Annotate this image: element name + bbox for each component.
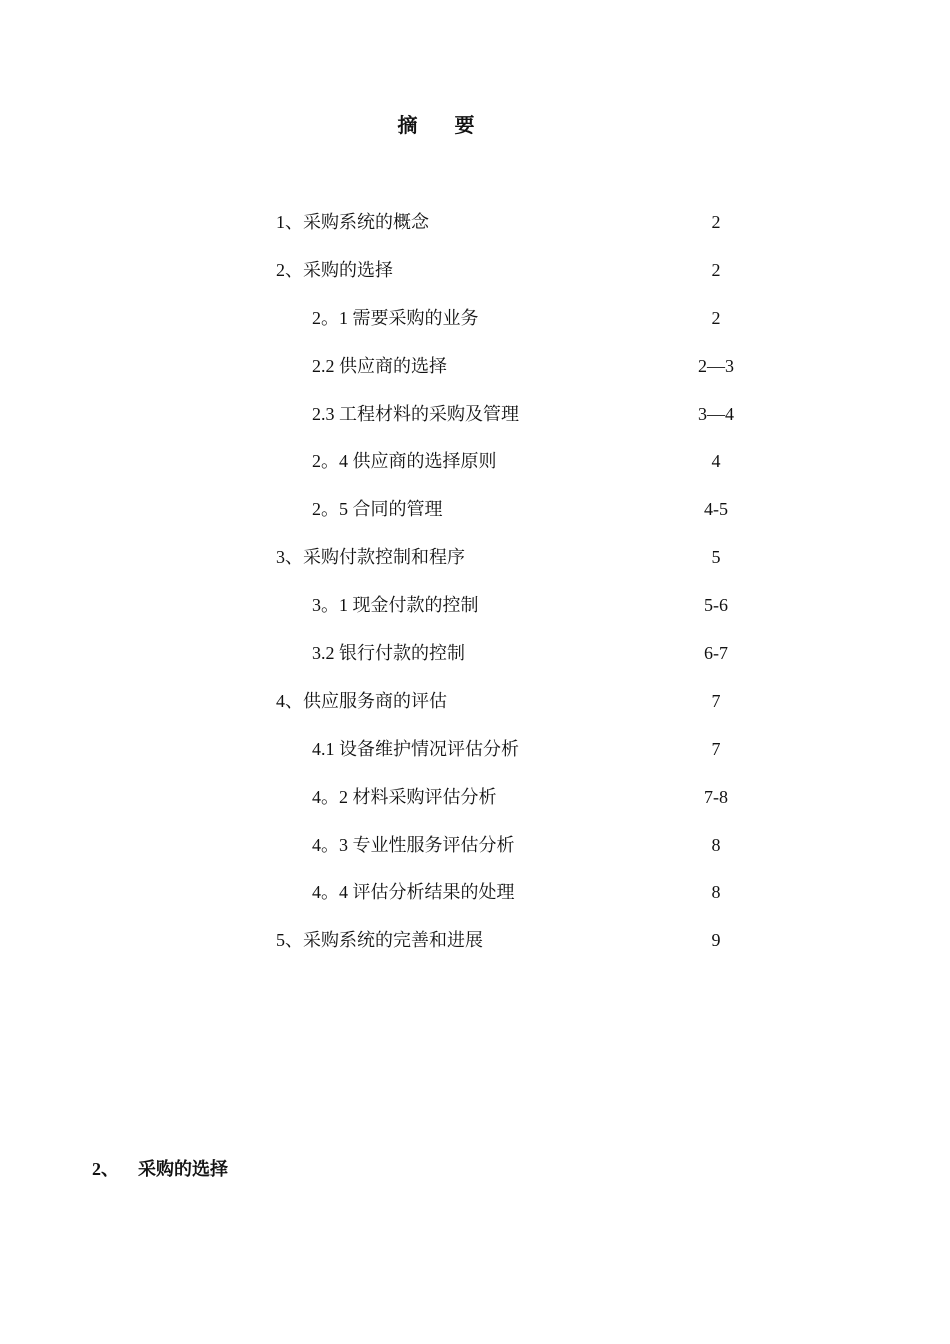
toc-entry-title: 2。4 供应商的选择原则 xyxy=(312,451,497,472)
section-title: 采购的选择 xyxy=(138,1159,228,1179)
section-heading xyxy=(92,1154,228,1184)
toc-entry-page: 7 xyxy=(711,738,721,759)
toc-entry-title: 2.3 工程材料的采购及管理 xyxy=(312,403,519,424)
toc-entry-title: 5、采购系统的完善和进展 xyxy=(276,930,483,951)
toc-entry-page: 7 xyxy=(711,690,721,711)
toc-entry-page: 7-8 xyxy=(704,786,728,807)
toc-entry xyxy=(0,445,950,493)
toc-entry xyxy=(0,493,950,541)
toc-entry-page: 4 xyxy=(711,451,721,472)
toc-entry-page: 2 xyxy=(711,212,721,232)
toc-entry-title: 4.1 设备维护情况评估分析 xyxy=(312,738,519,759)
toc-entry-page: 4-5 xyxy=(704,499,728,520)
toc-entry-title: 4。2 材料采购评估分析 xyxy=(312,786,497,807)
toc-entry xyxy=(0,350,950,398)
toc-entry-page: 8 xyxy=(711,834,721,855)
toc-entry xyxy=(0,685,950,733)
toc-entry xyxy=(0,876,950,924)
toc-entry xyxy=(0,302,950,350)
toc-entry xyxy=(0,781,950,829)
toc-entry-page: 2—3 xyxy=(698,355,734,376)
toc-entry xyxy=(0,254,950,302)
toc-entry-page: 5 xyxy=(711,547,721,568)
toc-entry-title: 1、采购系统的概念 xyxy=(276,212,429,232)
toc-entry-title: 4、供应服务商的评估 xyxy=(276,690,447,711)
toc-entry xyxy=(0,589,950,637)
toc-entry xyxy=(0,924,950,972)
toc-entry xyxy=(0,398,950,446)
toc-entry-title: 4。3 专业性服务评估分析 xyxy=(312,834,515,855)
toc-entry-page: 5-6 xyxy=(704,595,728,616)
toc-entry-title: 3。1 现金付款的控制 xyxy=(312,595,479,616)
toc-entry-title: 3.2 银行付款的控制 xyxy=(312,643,465,664)
toc-entry-page: 3—4 xyxy=(698,403,734,424)
toc-entry-page: 6-7 xyxy=(704,643,728,664)
toc-entry-title: 2。5 合同的管理 xyxy=(312,499,443,520)
toc-entry-title: 2、采购的选择 xyxy=(276,259,393,280)
toc-entry xyxy=(0,829,950,877)
toc-entry-page: 8 xyxy=(711,882,721,903)
toc-entry xyxy=(0,541,950,589)
toc-entry-title: 2.2 供应商的选择 xyxy=(312,355,447,376)
toc-entry xyxy=(0,206,950,254)
toc-entry-title: 4。4 评估分析结果的处理 xyxy=(312,882,515,903)
toc-entry-page: 2 xyxy=(711,259,721,280)
toc-entry-page: 2 xyxy=(711,307,721,328)
toc-entry xyxy=(0,637,950,685)
toc-entry-title: 3、采购付款控制和程序 xyxy=(276,547,465,568)
toc-entry-page: 9 xyxy=(711,930,721,951)
document-title: 摘 要 xyxy=(397,115,491,137)
section-number: 2、 xyxy=(92,1159,119,1179)
table-of-contents xyxy=(0,206,950,972)
toc-entry xyxy=(0,733,950,781)
toc-entry-title: 2。1 需要采购的业务 xyxy=(312,307,479,328)
